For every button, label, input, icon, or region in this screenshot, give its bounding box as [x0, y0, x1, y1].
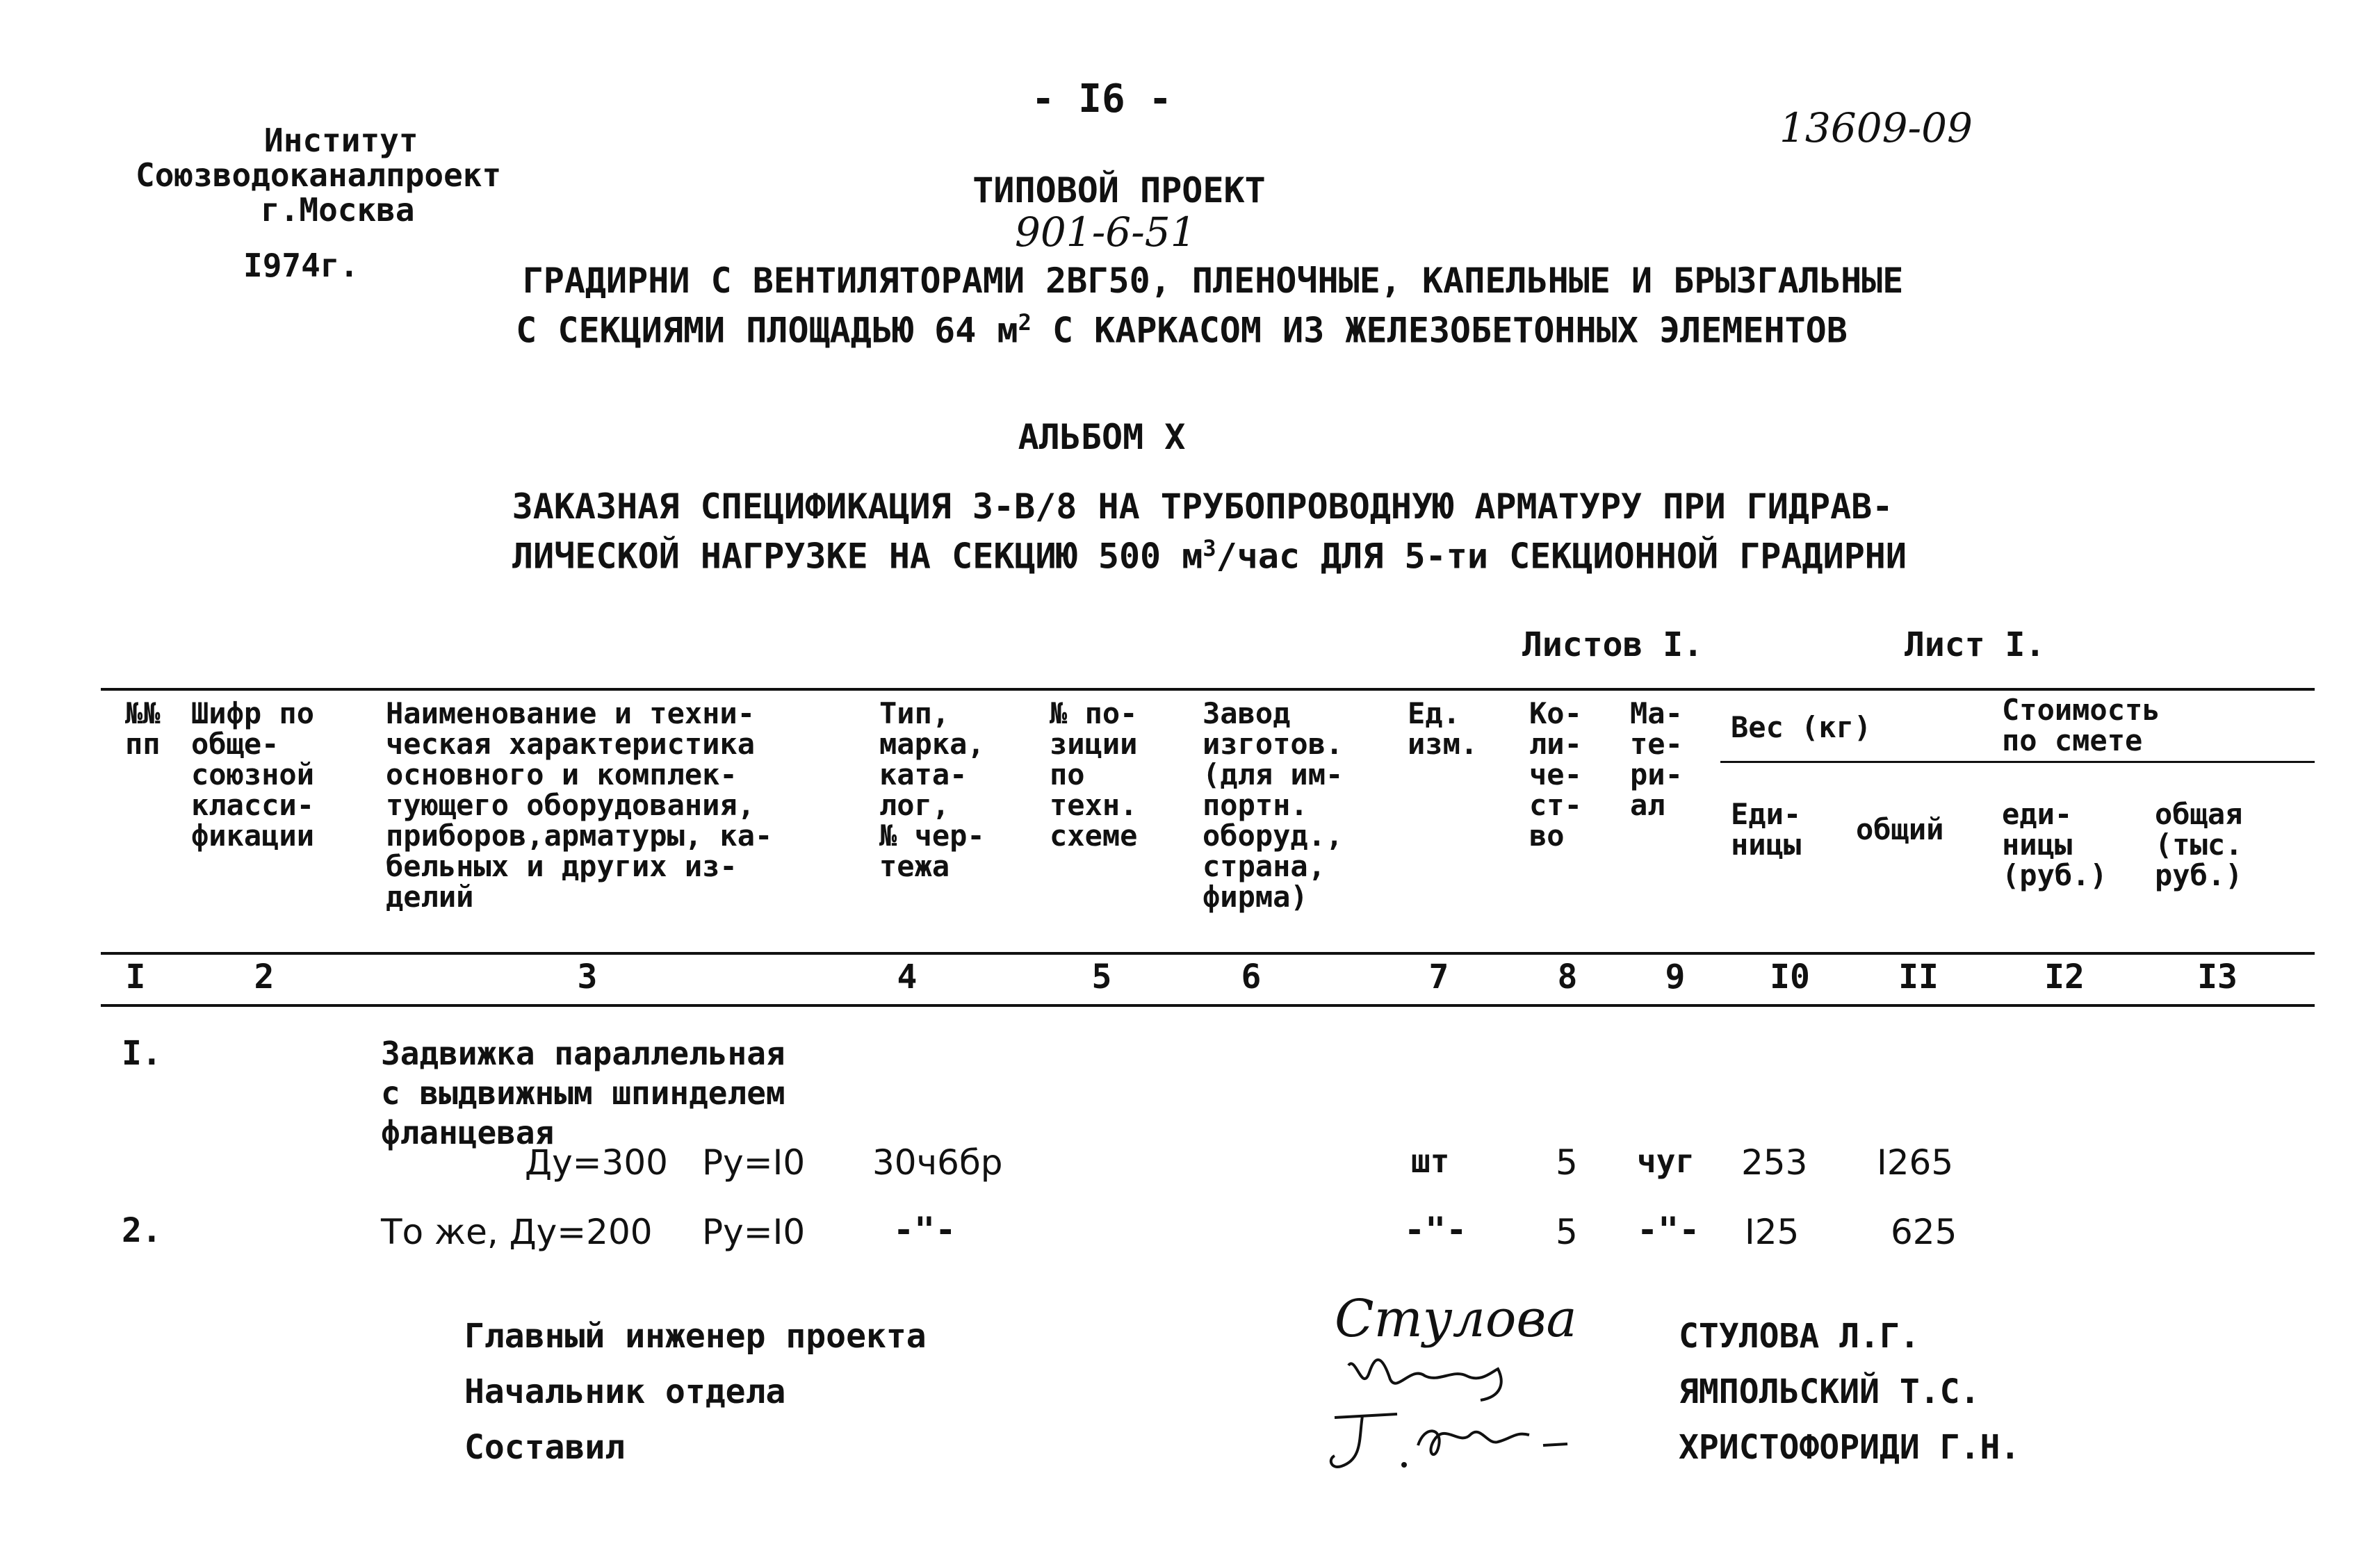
row1-name-line3: фланцевая — [381, 1114, 555, 1151]
institute-name: Союзводоканалпроект — [136, 156, 502, 194]
header-col-unit: Ед. изм. — [1408, 696, 1478, 761]
signature-handwriting-head-of-department — [1342, 1352, 1522, 1407]
spec-title-line1: ЗАКАЗНАЯ СПЕЦИФИКАЦИЯ 3-В/8 НА ТРУБОПРОВОДНУЮ АРМАТУРУ ПРИ ГИДРАВ- — [512, 486, 1893, 527]
signature-name-compiled-by: ХРИСТОФОРИДИ Г.Н. — [1679, 1428, 2021, 1467]
header-col-factory: Завод изготов. (для им- портн. оборуд., страна, фирма) — [1203, 696, 1344, 914]
column-number: 9 — [1665, 958, 1686, 996]
signature-name-chief-engineer: СТУЛОВА Л.Г. — [1679, 1317, 1920, 1356]
column-number: I2 — [2044, 958, 2085, 996]
signature-handwriting-chief-engineer: Стулова — [1335, 1289, 1577, 1349]
column-number: 8 — [1557, 958, 1578, 996]
table-top-rule — [101, 688, 2315, 691]
column-number: 2 — [254, 958, 275, 996]
row2-material: -"- — [1637, 1210, 1700, 1250]
row1-du: Ду=300 — [525, 1142, 668, 1183]
archive-number: 13609-09 — [1779, 104, 1973, 151]
header-col-weight-total: общий — [1856, 812, 1944, 846]
project-title-line2: С СЕКЦИЯМИ ПЛОЩАДЬЮ 64 $м^2$ С КАРКАСОМ ИЗ ЖЕЛЕЗОБЕТОННЫХ ЭЛЕМЕНТОВ — [516, 309, 1848, 351]
column-number: 5 — [1091, 958, 1112, 996]
column-number: 4 — [897, 958, 918, 996]
signature-role-head-of-department: Начальник отдела — [464, 1372, 786, 1411]
column-number: I3 — [2197, 958, 2238, 996]
row1-number: I. — [122, 1034, 162, 1073]
row1-type: 30ч6бр — [872, 1142, 1003, 1183]
page-number: - I6 - — [1031, 76, 1173, 122]
row1-name-line1: Задвижка параллельная — [381, 1035, 785, 1072]
column-number: II — [1898, 958, 1939, 996]
row2-unit: -"- — [1404, 1210, 1467, 1250]
header-weight: Вес (кг) — [1731, 710, 1872, 744]
header-col-weight-unit: Еди- ницы — [1731, 797, 1802, 862]
column-number: 7 — [1428, 958, 1449, 996]
institute-city: г.Москва — [261, 191, 415, 229]
header-col-classifier: Шифр по обще- союзной класси- фикации — [191, 696, 315, 853]
column-number: 3 — [577, 958, 598, 996]
column-number: 6 — [1241, 958, 1262, 996]
column-number: I0 — [1770, 958, 1810, 996]
numbers-bottom-rule — [101, 1004, 2315, 1007]
institute-label: Институт — [264, 122, 418, 159]
header-col-name: Наименование и техни- ческая характеристика основного и комплек- тующего оборудования, приборов,арматуры, ка- бельных и других из- делий — [386, 696, 773, 914]
row2-qty: 5 — [1556, 1212, 1578, 1252]
row2-ru: Ру=I0 — [702, 1212, 806, 1252]
project-code: 901-6-51 — [1015, 208, 1196, 256]
signature-name-head-of-department: ЯМПОЛЬСКИЙ Т.С. — [1679, 1372, 1980, 1411]
header-col-quantity: Ко- ли- че- ст- во — [1529, 696, 1582, 853]
row1-qty: 5 — [1556, 1142, 1578, 1183]
sheet-current: Лист I. — [1905, 625, 2046, 664]
header-split-rule — [1720, 761, 2315, 763]
row2-weight-unit: I25 — [1745, 1212, 1800, 1252]
project-title-line1: ГРАДИРНИ С ВЕНТИЛЯТОРАМИ 2ВГ50, ПЛЕНОЧНЫЕ, КАПЕЛЬНЫЕ И БРЫЗГАЛЬНЫЕ — [522, 261, 1904, 301]
row1-ru: Ру=I0 — [702, 1142, 806, 1183]
row2-name: То же, Ду=200 — [381, 1212, 653, 1252]
row1-weight-total: I265 — [1877, 1142, 1954, 1183]
signature-role-chief-engineer: Главный инженер проекта — [464, 1317, 927, 1356]
row1-weight-unit: 253 — [1741, 1142, 1808, 1183]
row1-name-line2: с выдвижным шпинделем — [381, 1074, 785, 1112]
signature-handwriting-compiled-by — [1321, 1404, 1585, 1480]
header-col-cost-unit: еди- ницы (руб.) — [2002, 797, 2108, 892]
header-col-material: Ма- те- ри- ал — [1630, 696, 1683, 822]
signature-role-compiled-by: Составил — [464, 1428, 626, 1467]
header-col-position: № по- зиции по техн. схеме — [1050, 696, 1138, 853]
project-label: ТИПОВОЙ ПРОЕКТ — [972, 170, 1266, 211]
header-col-cost-total: общая (тыс. руб.) — [2155, 797, 2243, 892]
row2-number: 2. — [122, 1211, 162, 1250]
row2-weight-total: 625 — [1891, 1212, 1957, 1252]
institute-year: I974г. — [243, 247, 359, 284]
album-title: АЛЬБОМ Х — [1018, 417, 1186, 457]
sheets-total: Листов I. — [1522, 625, 1704, 664]
header-col-type: Тип, марка, ката- лог, № чер- тежа — [879, 696, 985, 883]
spec-title-line2: ЛИЧЕСКОЙ НАГРУЗКЕ НА СЕКЦИЮ 500 $м^3$/час ДЛЯ 5-ти СЕКЦИОННОЙ ГРАДИРНИ — [512, 535, 1907, 577]
row2-type: -"- — [893, 1210, 956, 1250]
header-bottom-rule — [101, 952, 2315, 955]
header-cost: Стоимость по смете — [2002, 693, 2160, 757]
row1-unit: шт — [1411, 1142, 1450, 1180]
row1-material: чуг — [1637, 1142, 1695, 1180]
header-col-number: №№ пп — [125, 696, 161, 761]
column-number: I — [125, 958, 146, 996]
